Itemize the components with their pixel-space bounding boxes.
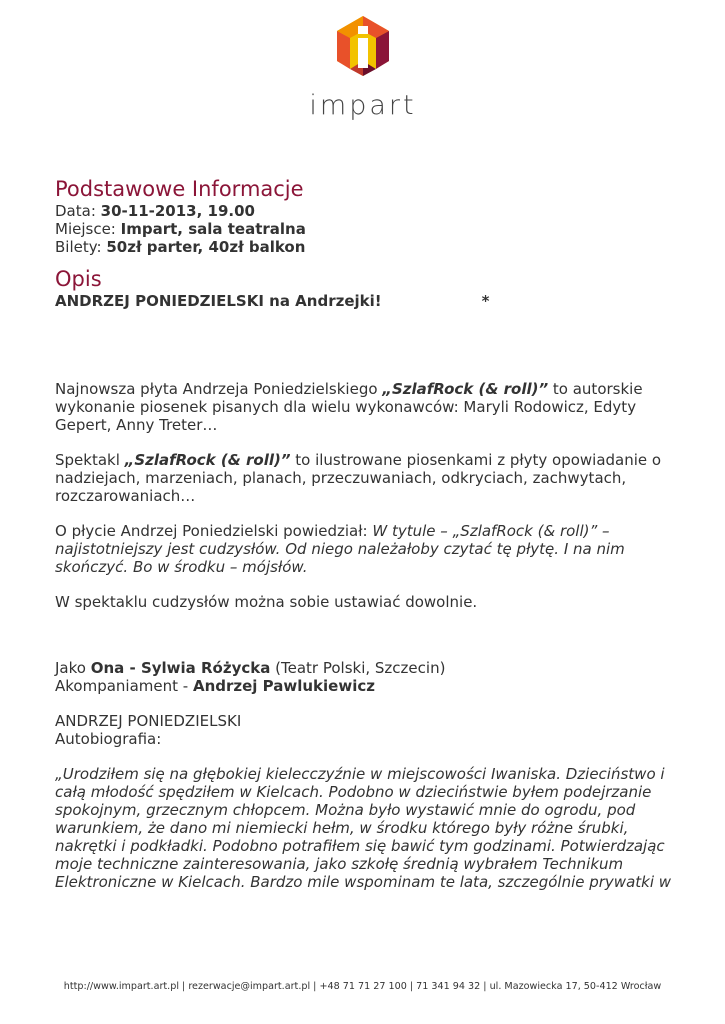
accompaniment-label: Akompaniament -	[55, 677, 193, 695]
event-subtitle-text: ANDRZEJ PONIEDZIELSKI na Andrzejki!	[55, 292, 382, 310]
p2-show-title: „SzlafRock (& roll)”	[124, 451, 291, 469]
asterisk: *	[481, 292, 490, 310]
tickets-row	[55, 238, 675, 256]
date-row	[55, 202, 675, 220]
document-body	[55, 176, 675, 891]
section-heading-info: Podstawowe Informacje	[55, 177, 304, 201]
p3-quote: W tytule – „SzlafRock (& roll)” – najistotniejszy jest cudzysłów. Od niego należałoby czytać tę płytę. I na nim skończyć. Bo w środku – mójsłów.	[55, 522, 625, 576]
p1-text-c: to autorskie wykonanie piosenek pisanych dla wielu wykonawców: Maryli Rodowicz, Edyty Gepert, Anny Treter…	[55, 380, 643, 434]
p1-text-a: Najnowsza płyta Andrzeja Poniedzielskiego	[55, 380, 383, 398]
accompaniment-name: Andrzej Pawlukiewicz	[192, 677, 375, 695]
paragraph-quotes-note: W spektaklu cudzysłów można sobie ustawiać dowolnie.	[55, 593, 478, 611]
paragraph-album	[55, 380, 675, 434]
cast-line	[55, 659, 675, 677]
cast-name: Ona - Sylwia Różycka	[90, 659, 271, 677]
cast-text-a: Jako	[55, 659, 91, 677]
paragraph-show	[55, 451, 675, 505]
impart-logo-mark-icon	[332, 14, 394, 80]
venue-value: Impart, sala teatralna	[120, 220, 306, 238]
logo-wordmark: impart	[309, 90, 417, 121]
section-heading-description: Opis	[55, 267, 102, 291]
paragraph-quote	[55, 522, 675, 576]
author-name-line: ANDRZEJ PONIEDZIELSKI	[55, 712, 242, 730]
date-label: Data:	[55, 202, 96, 220]
accompaniment-line	[55, 677, 675, 695]
venue-label: Miejsce:	[55, 220, 116, 238]
footer-contact: http://www.impart.art.pl | rezerwacje@impart.art.pl | +48 71 71 27 100 | 71 341 94 32 | ul. Mazowiecka 17, 50-412 Wrocław	[63, 981, 662, 992]
venue-row	[55, 220, 675, 238]
tickets-label: Bilety:	[55, 238, 102, 256]
date-value: 30-11-2013, 19.00	[100, 202, 255, 220]
p1-album-title: „SzlafRock (& roll)”	[382, 380, 549, 398]
p2-text-a: Spektakl	[55, 451, 125, 469]
autobiography-quote: „Urodziłem się na głębokiej kielecczyźnie w miejscowości Iwaniska. Dzieciństwo i całą młodość spędziłem w Kielcach. Podobno w dzieciństwie byłem podejrzanie spokojnym, grzecznym chłopcem. Można było wystawić mnie do ogrodu, pod warunkiem, że dano mi niemiecki hełm, w środku którego były różne śrubki, nakrętki i podkładki. Podobno potrafiłem się bawić tym godzinami. Potwierdzając moje techniczne zainteresowania, jako szkołę średnią wybrałem Technikum Elektroniczne w Kielcach. Bardzo mile wspominam te lata, szczególnie prywatki w	[55, 765, 672, 891]
autobiography-label: Autobiografia:	[55, 730, 162, 748]
p3-text-a: O płycie Andrzej Poniedzielski powiedział:	[55, 522, 373, 540]
tickets-value: 50zł parter, 40zł balkon	[106, 238, 306, 256]
cast-text-c: (Teatr Polski, Szczecin)	[270, 659, 446, 677]
impart-logo	[308, 14, 418, 121]
event-subtitle	[55, 292, 675, 310]
p2-text-c: to ilustrowane piosenkami z płyty opowiadanie o nadziejach, marzeniach, planach, przeczuwaniach, odkryciach, zachwytach, rozczarowaniach…	[55, 451, 662, 505]
